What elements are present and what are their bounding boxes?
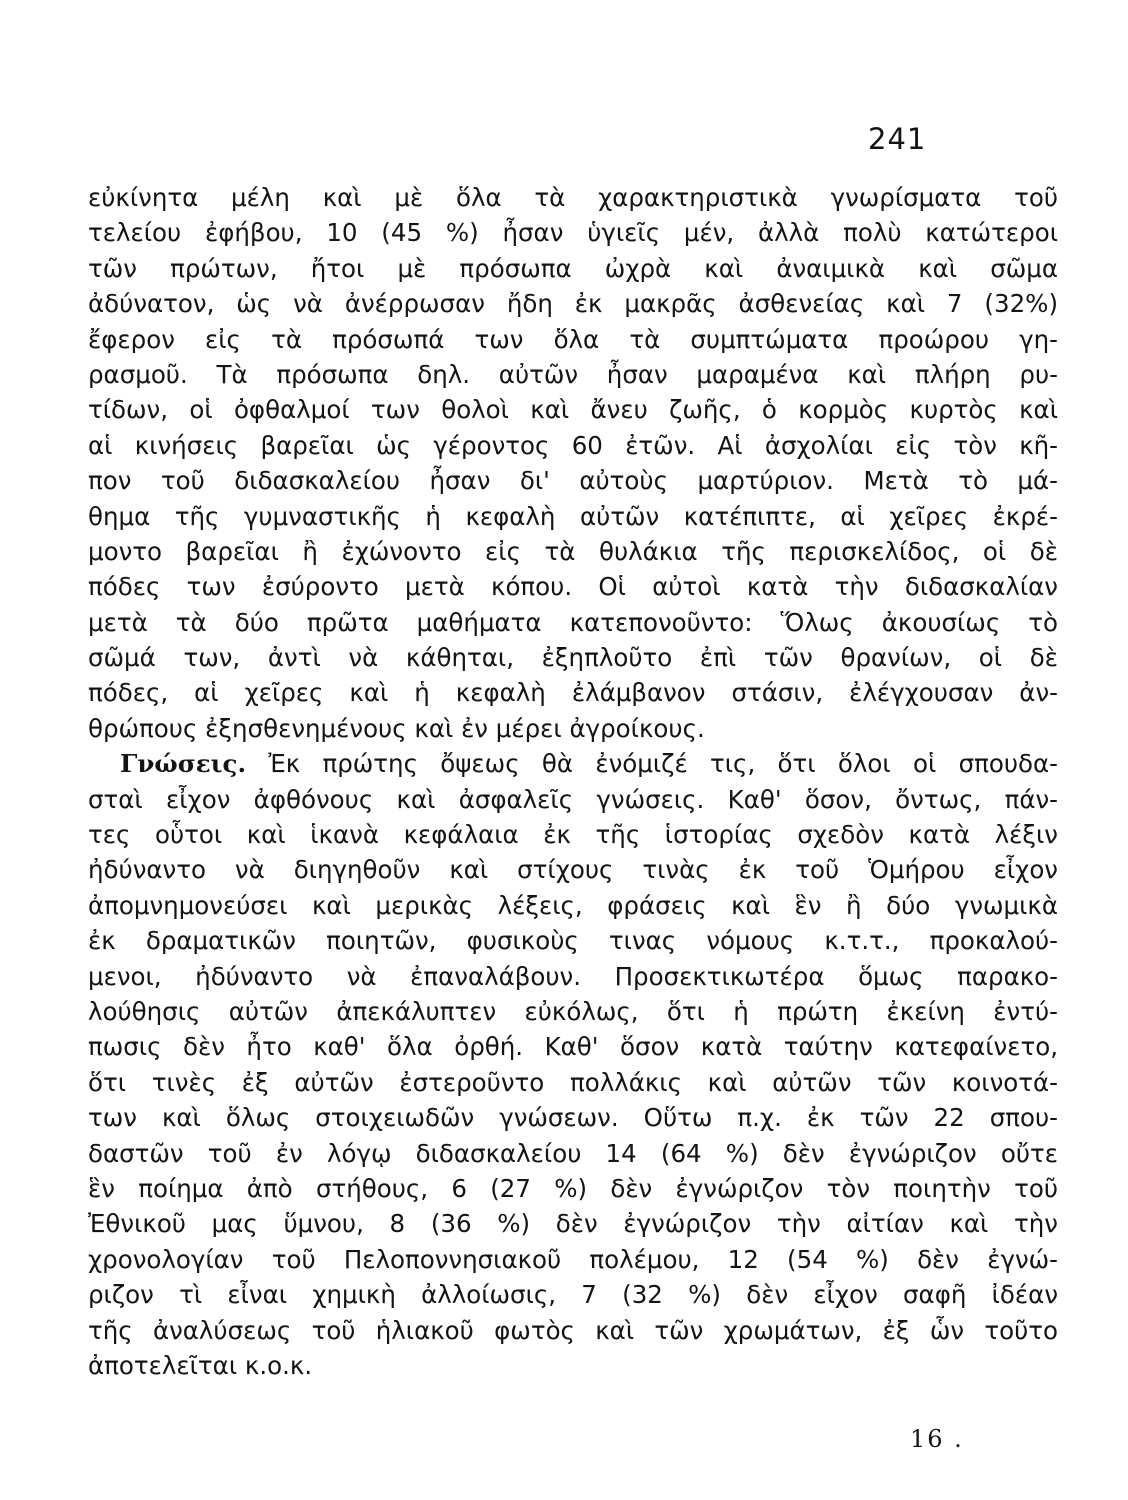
text-line: πόδες, αἱ χεῖρες καὶ ἡ κεφαλὴ ἐλάμβανον στάσιν, ἐλέγχουσαν ἀν- bbox=[88, 678, 1058, 708]
text-line: θημα τῆς γυμναστικῆς ἡ κεφαλὴ αὐτῶν κατέπιπτε, αἱ χεῖρες ἐκρέ- bbox=[88, 501, 1058, 531]
text-line: ἀδύνατον, ὡς νὰ ἀνέρρωσαν ἤδη ἐκ μακρᾶς ἀσθενείας καὶ 7 (32%) bbox=[88, 289, 1058, 319]
text-line: των καὶ ὅλως στοιχειωδῶν γνώσεων. Οὕτω π.χ. ἐκ τῶν 22 σπου- bbox=[88, 1103, 1058, 1133]
page-number: 241 bbox=[868, 122, 927, 156]
text-line: ὅτι τινὲς ἐξ αὐτῶν ἐστεροῦντο πολλάκις καὶ αὐτῶν τῶν κοινοτά- bbox=[88, 1067, 1058, 1097]
text-line: μενοι, ἠδύναντο νὰ ἐπαναλάβουν. Προσεκτικωτέρα ὅμως παρακο- bbox=[88, 961, 1058, 991]
text-line: χρονολογίαν τοῦ Πελοποννησιακοῦ πολέμου, 12 (54 %) δὲν ἐγνώ- bbox=[88, 1244, 1058, 1274]
section-heading: Γνώσεις. bbox=[120, 749, 246, 779]
text-line bbox=[88, 746, 1058, 781]
text-line: πον τοῦ διδασκαλείου ἦσαν δι' αὐτοὺς μαρτύριον. Μετὰ τὸ μά- bbox=[88, 466, 1058, 496]
text-line: σῶμά των, ἀντὶ νὰ κάθηται, ἐξηπλοῦτο ἐπὶ τῶν θρανίων, οἱ δὲ bbox=[88, 643, 1058, 673]
text-line: αἱ κινήσεις βαρεῖαι ὡς γέροντος 60 ἐτῶν. Αἱ ἀσχολίαι εἰς τὸν κῆ- bbox=[88, 430, 1058, 460]
paragraph-1 bbox=[88, 180, 1058, 746]
text-line: ρασμοῦ. Τὰ πρόσωπα δηλ. αὐτῶν ἦσαν μαραμένα καὶ πλήρη ρυ- bbox=[88, 359, 1058, 389]
text-line: μοντο βαρεῖαι ἢ ἐχώνοντο εἰς τὰ θυλάκια τῆς περισκελίδος, οἱ δὲ bbox=[88, 536, 1058, 566]
heading-line-text: Ἐκ πρώτης ὄψεως θὰ ἐνόμιζέ τις, ὅτι ὅλοι οἱ σπουδα- bbox=[268, 749, 1058, 779]
text-line: τῶν πρώτων, ἤτοι μὲ πρόσωπα ὠχρὰ καὶ ἀναιμικὰ καὶ σῶμα bbox=[88, 253, 1058, 283]
text-line: τίδων, οἱ ὀφθαλμοί των θολοὶ καὶ ἄνευ ζωῆς, ὁ κορμὸς κυρτὸς καὶ bbox=[88, 395, 1058, 425]
text-line: ἠδύναντο νὰ διηγηθοῦν καὶ στίχους τινὰς ἐκ τοῦ Ὁμήρου εἶχον bbox=[88, 855, 1058, 885]
text-line: ἐκ δραματικῶν ποιητῶν, φυσικοὺς τινας νόμους κ.τ.τ., προκαλού- bbox=[88, 926, 1058, 956]
text-line: ἓν ποίημα ἀπὸ στήθους, 6 (27 %) δὲν ἐγνώριζον τὸν ποιητὴν τοῦ bbox=[88, 1173, 1058, 1203]
paragraph-2 bbox=[88, 746, 1058, 1383]
text-line: τῆς ἀναλύσεως τοῦ ἡλιακοῦ φωτὸς καὶ τῶν χρωμάτων, ἐξ ὧν τοῦτο bbox=[88, 1315, 1058, 1345]
text-line: ἀποτελεῖται κ.ο.κ. bbox=[88, 1350, 313, 1380]
text-line: πωσις δὲν ἦτο καθ' ὅλα ὀρθή. Καθ' ὅσον κατὰ ταύτην κατεφαίνετο, bbox=[88, 1032, 1058, 1062]
text-line: σταὶ εἶχον ἀφθόνους καὶ ἀσφαλεῖς γνώσεις. Καθ' ὅσον, ὄντως, πάν- bbox=[88, 784, 1058, 814]
text-line: ριζον τὶ εἶναι χημικὴ ἀλλοίωσις, 7 (32 %) δὲν εἶχον σαφῆ ἰδέαν bbox=[88, 1280, 1058, 1310]
text-line: εὐκίνητα μέλη καὶ μὲ ὅλα τὰ χαρακτηριστικὰ γνωρίσματα τοῦ bbox=[88, 183, 1058, 212]
text-line: μετὰ τὰ δύο πρῶτα μαθήματα κατεπονοῦντο: Ὅλως ἀκουσίως τὸ bbox=[88, 607, 1058, 637]
text-line: ἔφερον εἰς τὰ πρόσωπά των ὅλα τὰ συμπτώματα προώρου γη- bbox=[88, 324, 1058, 354]
text-line: πόδες των ἐσύροντο μετὰ κόπου. Οἱ αὐτοὶ κατὰ τὴν διδασκαλίαν bbox=[88, 572, 1058, 602]
text-line: ἀπομνημονεύσει καὶ μερικὰς λέξεις, φράσεις καὶ ἓν ἢ δύο γνωμικὰ bbox=[88, 890, 1058, 920]
text-line: Ἐθνικοῦ μας ὕμνου, 8 (36 %) δὲν ἐγνώριζον τὴν αἰτίαν καὶ τὴν bbox=[88, 1209, 1058, 1239]
text-line: θρώπους ἐξησθενημένους καὶ ἐν μέρει ἀγροίκους. bbox=[88, 713, 705, 743]
text-line: δαστῶν τοῦ ἐν λόγῳ διδασκαλείου 14 (64 %) δὲν ἐγνώριζον οὔτε bbox=[88, 1138, 1058, 1168]
printer-signature: 16 . bbox=[910, 1425, 964, 1453]
body-text bbox=[88, 180, 1058, 1383]
text-line: λούθησις αὐτῶν ἀπεκάλυπτεν εὐκόλως, ὅτι ἡ πρώτη ἐκείνη ἐντύ- bbox=[88, 996, 1058, 1026]
text-line: τες οὗτοι καὶ ἱκανὰ κεφάλαια ἐκ τῆς ἱστορίας σχεδὸν κατὰ λέξιν bbox=[88, 820, 1058, 850]
text-line: τελείου ἐφήβου, 10 (45 %) ἦσαν ὑγιεῖς μέν, ἀλλὰ πολὺ κατώτεροι bbox=[88, 218, 1058, 248]
